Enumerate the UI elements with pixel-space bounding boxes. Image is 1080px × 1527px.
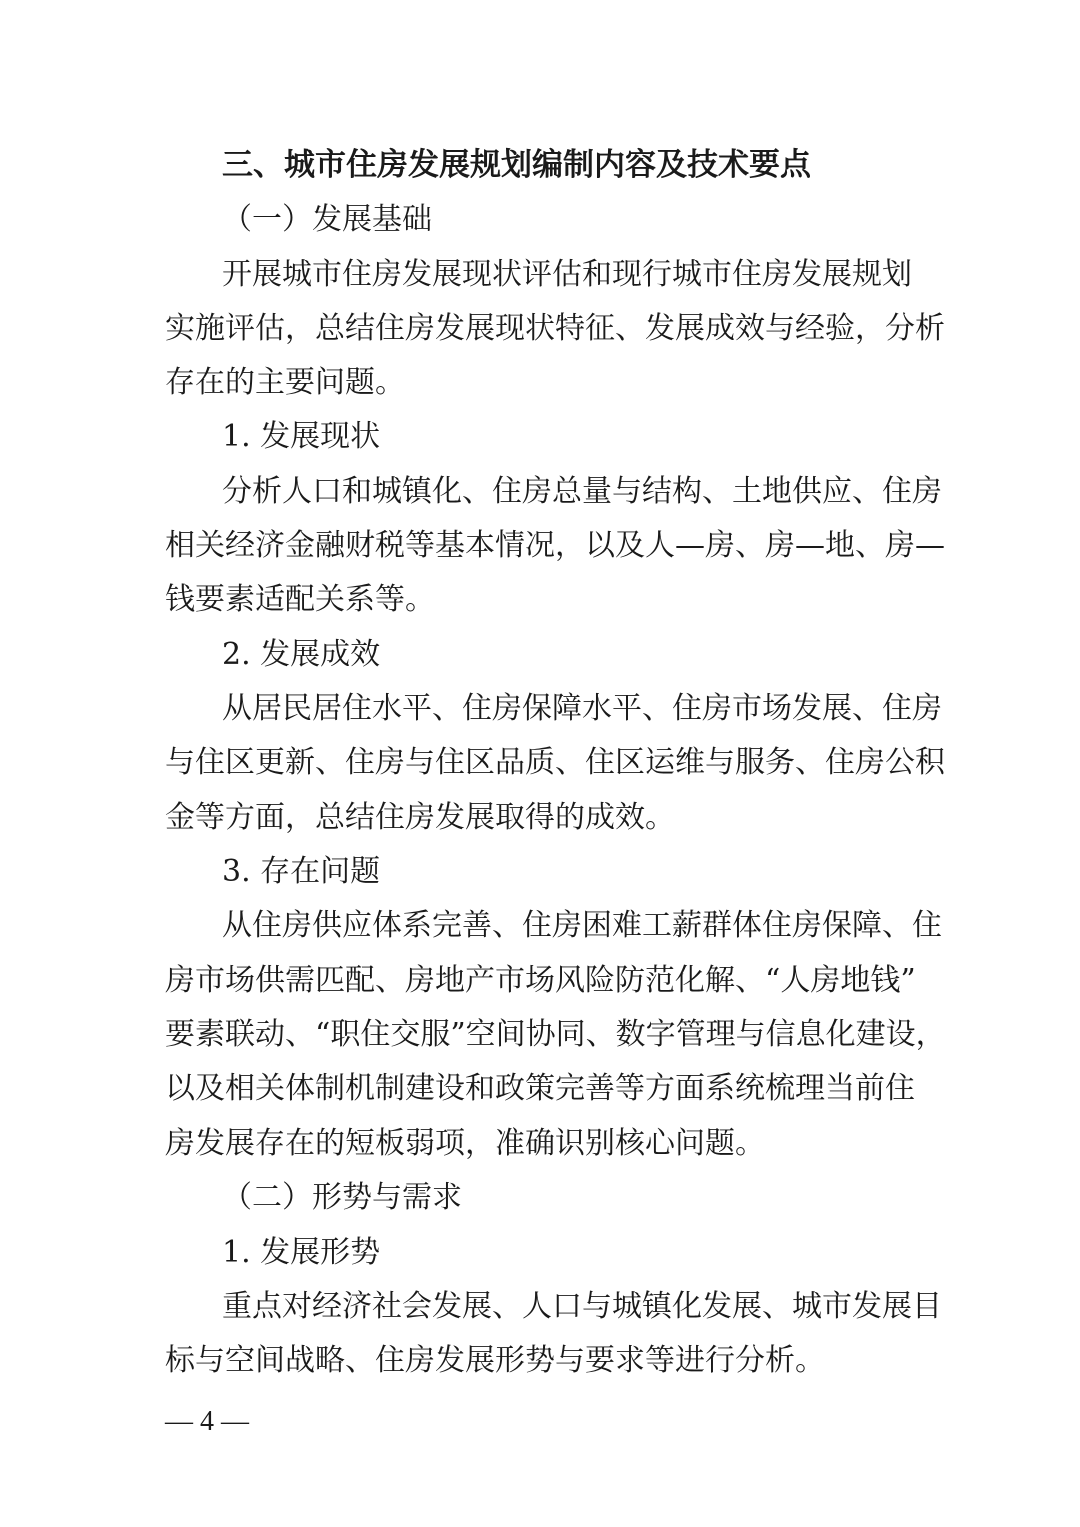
paragraph-line: 以及相关体制机制建设和政策完善等方面系统梳理当前住 [165, 1071, 915, 1106]
paragraph-line: 从居民居住水平、住房保障水平、住房市场发展、住房 [222, 691, 942, 726]
subsection-title-situation-and-demand: （二）形势与需求 [222, 1180, 462, 1215]
paragraph-line: 房市场供需匹配、房地产市场风险防范化解、“人房地钱” [165, 963, 916, 998]
paragraph-line: 存在的主要问题。 [165, 365, 405, 400]
section-heading: 三、城市住房发展规划编制内容及技术要点 [222, 147, 811, 183]
item-title-achievements: 2. 发展成效 [222, 637, 381, 672]
paragraph-line: 实施评估，总结住房发展现状特征、发展成效与经验，分析 [165, 311, 945, 346]
paragraph-line: 开展城市住房发展现状评估和现行城市住房发展规划 [222, 257, 912, 292]
paragraph-line: 钱要素适配关系等。 [165, 582, 435, 617]
item-title-development-situation: 1. 发展形势 [222, 1235, 381, 1270]
item-title-current-status: 1. 发展现状 [222, 419, 381, 454]
paragraph-line: 与住区更新、住房与住区品质、住区运维与服务、住房公积 [165, 745, 945, 780]
paragraph-line: 房发展存在的短板弱项，准确识别核心问题。 [165, 1126, 765, 1161]
paragraph-line: 重点对经济社会发展、人口与城镇化发展、城市发展目 [222, 1289, 942, 1324]
paragraph-line: 金等方面，总结住房发展取得的成效。 [165, 800, 675, 835]
paragraph-line: 要素联动、“职住交服”空间协同、数字管理与信息化建设， [165, 1017, 946, 1052]
item-title-existing-problems: 3. 存在问题 [222, 854, 381, 889]
paragraph-line: 相关经济金融财税等基本情况，以及人—房、房—地、房— [165, 528, 945, 563]
subsection-title-development-basis: （一）发展基础 [222, 202, 432, 237]
paragraph-line: 分析人口和城镇化、住房总量与结构、土地供应、住房 [222, 474, 942, 509]
paragraph-line: 标与空间战略、住房发展形势与要求等进行分析。 [165, 1343, 825, 1378]
paragraph-line: 从住房供应体系完善、住房困难工薪群体住房保障、住 [222, 908, 942, 943]
page-number: — 4 — [165, 1406, 249, 1437]
